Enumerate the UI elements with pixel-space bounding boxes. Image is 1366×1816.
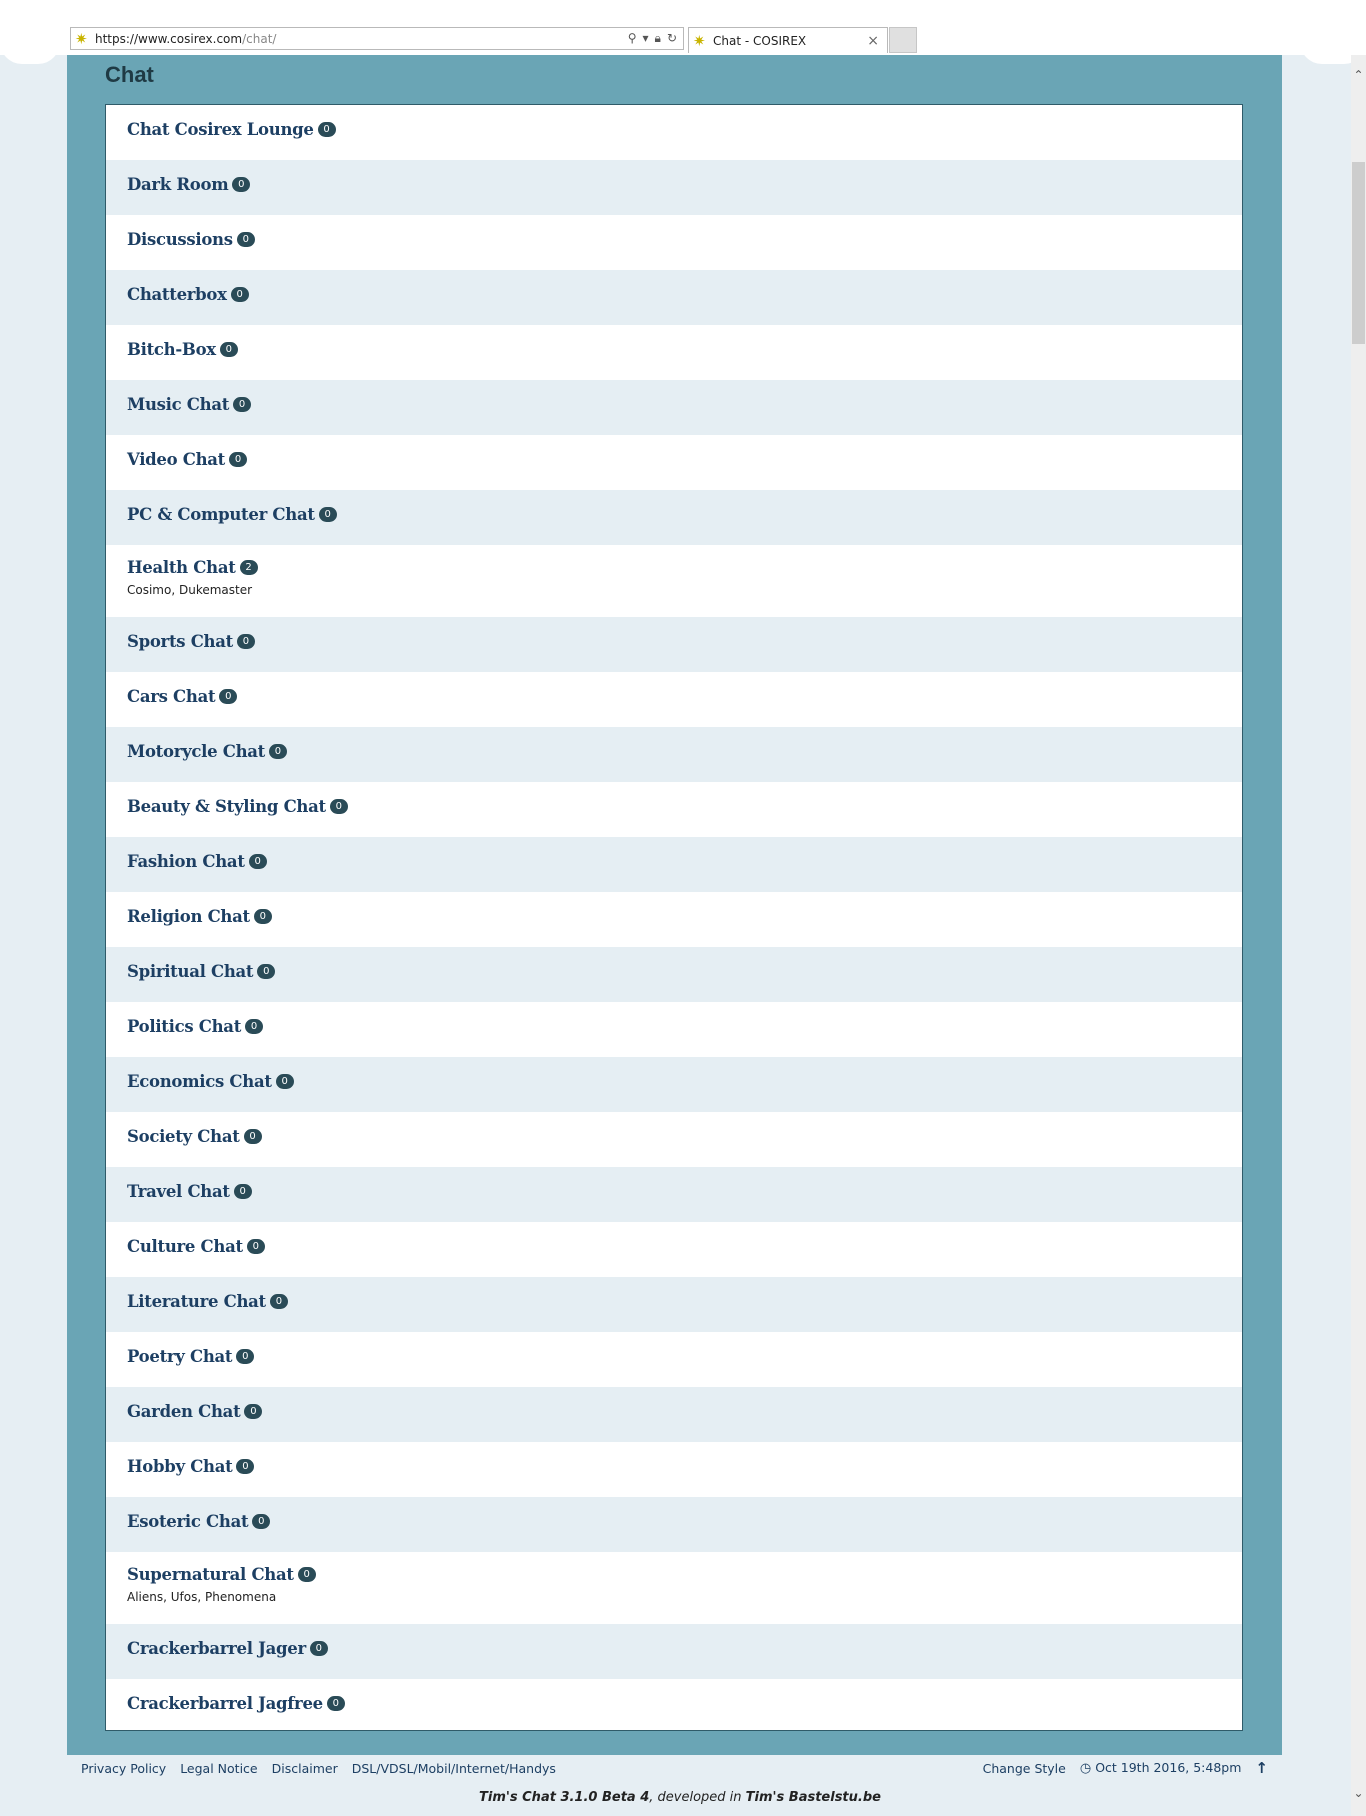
room-name-link[interactable]: Society Chat: [127, 1127, 240, 1146]
scrollbar-thumb[interactable]: [1352, 162, 1365, 344]
credit-middle: , developed in: [649, 1790, 746, 1805]
room-row[interactable]: [106, 837, 1242, 892]
address-bar-icons: [628, 31, 677, 46]
room-name-link[interactable]: Bitch-Box: [127, 340, 216, 359]
room-row[interactable]: [106, 1497, 1242, 1552]
user-count-badge: 0: [330, 799, 348, 814]
footer-link-disclaimer[interactable]: Disclaimer: [271, 1761, 338, 1776]
room-row[interactable]: [106, 617, 1242, 672]
footer-right: [983, 1759, 1268, 1777]
room-row[interactable]: [106, 892, 1242, 947]
room-title-line: [127, 1292, 1242, 1311]
room-row[interactable]: [106, 1442, 1242, 1497]
user-count-badge: 0: [219, 689, 237, 704]
room-row[interactable]: [106, 1624, 1242, 1679]
room-title-line: [127, 687, 1242, 706]
user-count-badge: 0: [327, 1696, 345, 1711]
tab-title: Chat - COSIREX: [713, 33, 807, 48]
refresh-icon[interactable]: ↻: [666, 31, 677, 45]
room-row[interactable]: [106, 1057, 1242, 1112]
room-row[interactable]: [106, 1552, 1242, 1624]
footer-bar: [67, 1755, 1282, 1780]
site-favicon-icon: ✷: [75, 29, 88, 48]
room-row[interactable]: [106, 215, 1242, 270]
room-title-line: [127, 852, 1242, 871]
tab-favicon-icon: ✷: [693, 31, 706, 50]
room-name-link[interactable]: Literature Chat: [127, 1292, 266, 1311]
room-title-line: [127, 1127, 1242, 1146]
room-name-link[interactable]: Discussions: [127, 230, 233, 249]
room-name-link[interactable]: Fashion Chat: [127, 852, 245, 871]
timestamp: [1080, 1760, 1242, 1776]
room-title-line: [127, 395, 1242, 414]
user-count-badge: 0: [237, 232, 255, 247]
dropdown-arrow-icon[interactable]: ▾: [642, 31, 649, 45]
room-title-line: [127, 1565, 1242, 1584]
user-count-badge: 0: [310, 1641, 328, 1656]
room-row[interactable]: [106, 325, 1242, 380]
room-name-link[interactable]: Spiritual Chat: [127, 962, 254, 981]
room-row[interactable]: [106, 105, 1242, 160]
room-title-line: [127, 175, 1242, 194]
room-row[interactable]: [106, 1679, 1242, 1731]
user-count-badge: 0: [249, 854, 267, 869]
room-name-link[interactable]: Music Chat: [127, 395, 230, 414]
room-title-line: [127, 230, 1242, 249]
user-count-badge: 0: [236, 1349, 254, 1364]
close-tab-icon[interactable]: ×: [867, 32, 879, 49]
user-count-badge: 0: [237, 634, 255, 649]
room-row[interactable]: [106, 380, 1242, 435]
room-row[interactable]: [106, 160, 1242, 215]
room-name-link[interactable]: Crackerbarrel Jagfree: [127, 1694, 323, 1713]
user-count-badge: 0: [232, 177, 250, 192]
room-name-link[interactable]: Video Chat: [127, 450, 226, 469]
scroll-to-top-icon[interactable]: ↑: [1255, 1759, 1268, 1777]
credit-author-link[interactable]: Tim's Bastelstu.be: [745, 1790, 881, 1805]
room-name-link[interactable]: Politics Chat: [127, 1017, 242, 1036]
room-title-line: [127, 1402, 1242, 1421]
room-row[interactable]: [106, 1112, 1242, 1167]
room-row[interactable]: [106, 782, 1242, 837]
room-name-link[interactable]: Motorycle Chat: [127, 742, 265, 761]
room-title-line: [127, 962, 1242, 981]
room-title-line: [127, 1017, 1242, 1036]
address-bar[interactable]: [70, 27, 684, 50]
room-name-link[interactable]: Hobby Chat: [127, 1457, 233, 1476]
user-count-badge: 0: [247, 1239, 265, 1254]
room-name-link[interactable]: Economics Chat: [127, 1072, 272, 1091]
room-row[interactable]: [106, 490, 1242, 545]
room-title-line: [127, 558, 1242, 577]
room-title-line: [127, 1347, 1242, 1366]
room-list: [105, 104, 1243, 1731]
room-row[interactable]: [106, 1222, 1242, 1277]
cloud-decoration: [0, 42, 60, 64]
user-count-badge: 2: [240, 560, 258, 575]
room-name-link[interactable]: Sports Chat: [127, 632, 233, 651]
room-title-line: [127, 1694, 1242, 1713]
user-count-badge: 0: [245, 1019, 263, 1034]
room-subtitle: Cosimo, Dukemaster: [127, 583, 253, 597]
room-row[interactable]: [106, 545, 1242, 617]
room-name-link[interactable]: Culture Chat: [127, 1237, 243, 1256]
timestamp-text: Oct 19th 2016, 5:48pm: [1095, 1760, 1242, 1775]
room-title-line: [127, 450, 1242, 469]
url-domain: https://www.cosirex.com: [95, 31, 243, 46]
user-count-badge: 0: [269, 744, 287, 759]
room-row[interactable]: [106, 435, 1242, 490]
url-path: /chat/: [242, 31, 277, 46]
room-title-line: [127, 340, 1242, 359]
room-row[interactable]: [106, 727, 1242, 782]
footer-link-legal[interactable]: Legal Notice: [180, 1761, 258, 1776]
room-title-line: [127, 907, 1242, 926]
user-count-badge: 0: [298, 1567, 316, 1582]
room-row[interactable]: [106, 1387, 1242, 1442]
room-row[interactable]: [106, 1002, 1242, 1057]
room-row[interactable]: [106, 1332, 1242, 1387]
user-count-badge: 0: [236, 1459, 254, 1474]
user-count-badge: 0: [244, 1404, 262, 1419]
user-count-badge: 0: [254, 909, 272, 924]
room-row[interactable]: [106, 672, 1242, 727]
room-subtitle: Aliens, Ufos, Phenomena: [127, 1590, 277, 1604]
room-title-line: [127, 505, 1242, 524]
user-count-badge: 0: [229, 452, 247, 467]
room-title-line: [127, 632, 1242, 651]
user-count-badge: 0: [319, 507, 337, 522]
room-name-link[interactable]: Poetry Chat: [127, 1347, 233, 1366]
footer-link-privacy[interactable]: Privacy Policy: [81, 1761, 167, 1776]
clock-icon: ◷: [1079, 1761, 1092, 1776]
user-count-badge: 0: [234, 1184, 252, 1199]
room-name-link[interactable]: PC & Computer Chat: [127, 505, 315, 524]
credit-product: Tim's Chat 3.1.0 Beta 4: [479, 1790, 650, 1805]
room-title-line: [127, 797, 1242, 816]
user-count-badge: 0: [318, 122, 336, 137]
room-title-line: [127, 1457, 1242, 1476]
footer-credit: [0, 1790, 1360, 1805]
room-title-line: [127, 120, 1242, 139]
room-row[interactable]: [106, 947, 1242, 1002]
scroll-up-icon[interactable]: ⌃: [1353, 68, 1364, 82]
room-title-line: [127, 1512, 1242, 1531]
room-name-link[interactable]: Religion Chat: [127, 907, 250, 926]
room-name-link[interactable]: Travel Chat: [127, 1182, 230, 1201]
room-name-link[interactable]: Garden Chat: [127, 1402, 241, 1421]
scroll-down-icon[interactable]: ⌄: [1353, 1786, 1364, 1800]
room-row[interactable]: [106, 1277, 1242, 1332]
user-count-badge: 0: [220, 342, 238, 357]
room-title-line: [127, 1182, 1242, 1201]
room-row[interactable]: [106, 1167, 1242, 1222]
user-count-badge: 0: [233, 397, 251, 412]
room-row[interactable]: [106, 270, 1242, 325]
room-title-line: [127, 1072, 1242, 1091]
user-count-badge: 0: [276, 1074, 294, 1089]
room-title-line: [127, 742, 1242, 761]
footer-links: [81, 1761, 556, 1776]
browser-tab[interactable]: [688, 27, 888, 53]
new-tab-button[interactable]: [889, 27, 917, 53]
user-count-badge: 0: [257, 964, 275, 979]
user-count-badge: 0: [231, 287, 249, 302]
search-icon[interactable]: ⚲: [627, 31, 637, 45]
user-count-badge: 0: [244, 1129, 262, 1144]
lock-icon[interactable]: 🔒︎: [654, 31, 661, 45]
footer-link-dsl[interactable]: DSL/VDSL/Mobil/Internet/Handys: [351, 1761, 556, 1776]
user-count-badge: 0: [270, 1294, 288, 1309]
room-name-link[interactable]: Dark Room: [127, 175, 229, 194]
room-name-link[interactable]: Chatterbox: [127, 285, 227, 304]
room-title-line: [127, 1639, 1242, 1658]
room-name-link[interactable]: Chat Cosirex Lounge: [127, 120, 314, 139]
room-name-link[interactable]: Beauty & Styling Chat: [127, 797, 326, 816]
room-name-link[interactable]: Crackerbarrel Jager: [127, 1639, 306, 1658]
user-count-badge: 0: [252, 1514, 270, 1529]
page-title: Chat: [105, 62, 154, 87]
room-title-line: [127, 285, 1242, 304]
room-title-line: [127, 1237, 1242, 1256]
room-name-link[interactable]: Health Chat: [127, 558, 236, 577]
change-style-link[interactable]: Change Style: [982, 1760, 1066, 1776]
room-name-link[interactable]: Esoteric Chat: [127, 1512, 249, 1531]
room-name-link[interactable]: Supernatural Chat: [127, 1565, 294, 1584]
room-name-link[interactable]: Cars Chat: [127, 687, 216, 706]
